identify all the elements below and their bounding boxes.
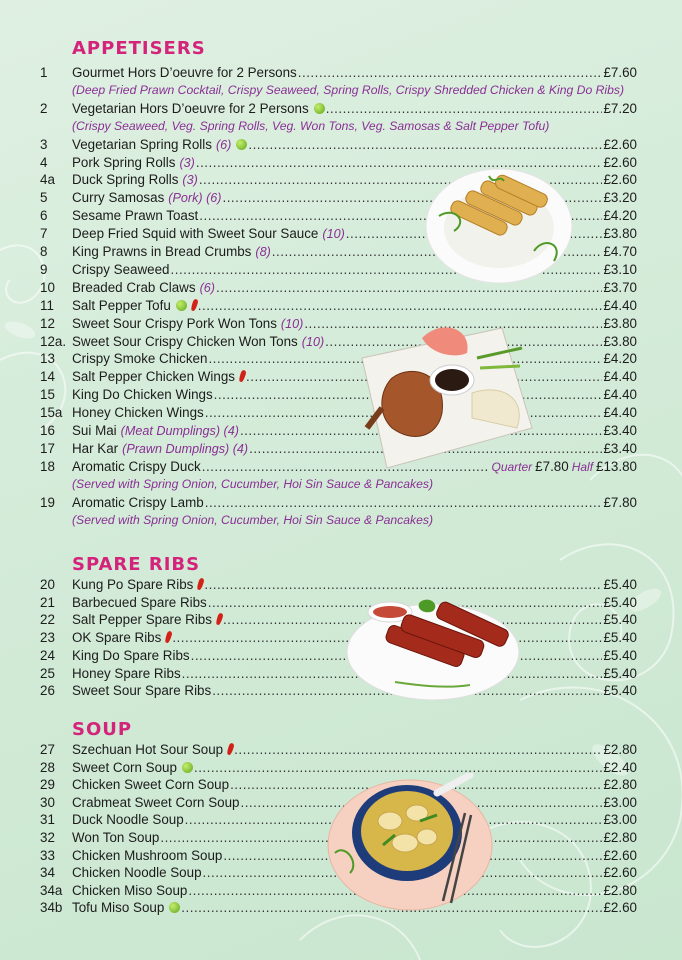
price-label-half: Half — [571, 459, 594, 474]
section-title-spare-ribs: SPARE RIBS — [72, 554, 201, 575]
item-price: £2.80 — [603, 777, 637, 793]
item-quantity-note: (Prawn Dumplings) (4) — [122, 441, 249, 456]
item-number: 8 — [40, 244, 48, 259]
won-ton-soup-photo — [325, 773, 495, 913]
item-number: 33 — [40, 847, 55, 863]
item-price: £7.80 — [603, 494, 637, 510]
item-number: 31 — [40, 812, 55, 828]
menu-item-row[interactable] — [40, 100, 637, 117]
item-name: Sweet Corn Soup — [72, 759, 177, 775]
menu-item-row[interactable] — [40, 386, 637, 403]
item-number: 27 — [40, 742, 55, 757]
item-price: £2.40 — [603, 759, 637, 775]
item-number: 21 — [40, 594, 55, 610]
vegetarian-leaf-icon — [169, 902, 180, 913]
item-name: Sweet Sour Spare Ribs — [72, 683, 212, 699]
vegetarian-leaf-icon — [236, 139, 247, 150]
item-name: Barbecued Spare Ribs — [72, 594, 207, 610]
item-name: Sweet Sour Crispy Pork Won Tons — [72, 315, 277, 331]
item-price: £5.40 — [603, 630, 637, 646]
item-number: 19 — [40, 494, 55, 510]
item-name: Vegetarian Hors D’oeuvre for 2 Persons — [72, 100, 309, 116]
item-number: 16 — [40, 423, 55, 438]
item-number: 15 — [40, 387, 55, 403]
item-number: 34 — [40, 865, 55, 881]
item-name: Salt Pepper Chicken Wings — [72, 369, 235, 385]
item-number: 24 — [40, 647, 55, 663]
item-number: 29 — [40, 777, 55, 793]
item-number: 17 — [40, 440, 55, 456]
item-quantity-note: (6) — [199, 280, 215, 295]
item-quantity-note: (10) — [322, 227, 345, 242]
menu-item-row[interactable] — [40, 611, 637, 628]
item-name: Salt Pepper Spare Ribs — [72, 612, 212, 628]
item-price: £5.40 — [603, 665, 637, 681]
item-price: £4.40 — [603, 387, 637, 403]
item-number: 22 — [40, 612, 55, 628]
item-price: £2.60 — [603, 847, 637, 863]
item-number: 18 — [40, 458, 55, 474]
item-price: £3.80 — [603, 333, 637, 349]
item-quantity-note: (10) — [301, 334, 325, 349]
item-number: 1 — [40, 65, 48, 80]
menu-item-row[interactable] — [40, 315, 637, 332]
item-name: Duck Spring Rolls — [72, 172, 179, 188]
item-name: Crabmeat Sweet Corn Soup — [72, 794, 240, 810]
item-quantity-note: (Pork) (6) — [168, 191, 222, 206]
item-quantity-note: (Meat Dumplings) (4) — [120, 424, 239, 438]
item-number: 4a — [40, 172, 55, 188]
item-price: £4.20 — [603, 208, 637, 224]
item-description: (Served with Spring Onion, Cucumber, Hoi Sin Sauce & Pancakes) — [72, 476, 434, 491]
item-name: Honey Spare Ribs — [72, 665, 181, 681]
item-price: £4.20 — [603, 351, 637, 367]
item-name: Kung Po Spare Ribs — [72, 577, 194, 592]
item-price: £3.20 — [603, 190, 637, 206]
item-name: Chicken Noodle Soup — [72, 865, 202, 881]
item-name: Chicken Sweet Corn Soup — [72, 777, 230, 793]
item-number: 28 — [40, 759, 55, 775]
menu-item-row[interactable] — [40, 629, 637, 646]
item-number: 26 — [40, 683, 55, 699]
vegetarian-leaf-icon — [176, 300, 187, 311]
menu-item-row[interactable] — [40, 136, 637, 153]
section-title-appetisers: APPETISERS — [72, 38, 206, 59]
item-price: £2.60 — [603, 865, 637, 881]
menu-item-row[interactable] — [40, 494, 637, 511]
menu-item-row[interactable] — [40, 64, 637, 81]
item-number: 25 — [40, 665, 55, 681]
item-description: (Served with Spring Onion, Cucumber, Hoi Sin Sauce & Pancakes) — [72, 512, 434, 527]
item-name: Chicken Mushroom Soup — [72, 847, 223, 863]
item-price: £7.20 — [603, 100, 637, 116]
item-price-quarter: £7.80 — [535, 458, 569, 474]
item-number: 12 — [40, 315, 55, 331]
item-number: 6 — [40, 208, 48, 224]
item-name: Crispy Smoke Chicken — [72, 351, 208, 367]
item-price: £3.00 — [603, 794, 637, 810]
item-number: 5 — [40, 190, 48, 206]
item-name: Har Kar — [72, 440, 119, 456]
item-quantity-note: (10) — [280, 316, 304, 331]
item-price: £3.70 — [603, 279, 637, 295]
dot-leader — [234, 741, 602, 758]
item-quantity-note: (3) — [179, 155, 195, 170]
item-price: £4.40 — [603, 369, 637, 385]
item-price: £5.40 — [603, 647, 637, 663]
price-label-quarter: Quarter — [491, 459, 533, 474]
item-number: 23 — [40, 630, 55, 646]
vegetarian-leaf-icon — [314, 103, 325, 114]
dot-leader — [248, 136, 602, 153]
item-quantity-note: (3) — [182, 173, 198, 188]
item-name: OK Spare Ribs — [72, 630, 162, 646]
item-name: Crispy Seaweed — [72, 261, 170, 277]
item-name: Duck Noodle Soup — [72, 812, 184, 828]
item-description: (Crispy Seaweed, Veg. Spring Rolls, Veg. Won Tons, Veg. Samosas & Salt Pepper Tofu) — [72, 118, 550, 133]
dot-leader — [198, 297, 603, 314]
menu-item-row[interactable] — [40, 458, 637, 475]
item-price: £5.40 — [603, 577, 637, 592]
item-name: Sesame Prawn Toast — [72, 208, 199, 224]
item-number: 9 — [40, 261, 48, 277]
item-description: (Deep Fried Prawn Cocktail, Crispy Seaweed, Spring Rolls, Crispy Shredded Chicken & King Do Ribs) — [72, 82, 625, 97]
item-number: 3 — [40, 136, 48, 152]
item-name: Curry Samosas — [72, 190, 165, 206]
vegetarian-leaf-icon — [182, 762, 193, 773]
menu-item-row[interactable] — [40, 741, 637, 758]
item-name: Pork Spring Rolls — [72, 154, 176, 170]
menu-item-row[interactable] — [40, 647, 637, 664]
item-price: £2.80 — [603, 742, 637, 757]
item-name: Aromatic Crispy Lamb — [72, 494, 204, 510]
menu-item-row[interactable] — [40, 682, 637, 699]
item-name: Aromatic Crispy Duck — [72, 458, 201, 474]
item-name: Vegetarian Spring Rolls — [72, 136, 212, 152]
menu-item-row[interactable] — [40, 665, 637, 682]
item-price: £3.80 — [603, 315, 637, 331]
item-number: 12a. — [40, 333, 67, 349]
menu-item-row[interactable] — [40, 368, 637, 385]
item-price: £5.40 — [603, 683, 637, 699]
item-name: Salt Pepper Tofu — [72, 297, 171, 313]
item-number: 4 — [40, 154, 48, 170]
item-price: £4.70 — [603, 244, 637, 259]
item-name: Szechuan Hot Sour Soup — [72, 742, 224, 757]
menu-item-row[interactable] — [40, 594, 637, 611]
item-price: £13.80 — [596, 458, 637, 474]
item-price: £2.60 — [603, 172, 637, 188]
menu-item-row[interactable] — [40, 297, 637, 314]
item-price: £3.40 — [603, 423, 637, 438]
item-name: Breaded Crab Claws — [72, 279, 196, 295]
section-title-soup: SOUP — [72, 719, 133, 740]
item-name: Deep Fried Squid with Sweet Sour Sauce — [72, 226, 319, 242]
item-number: 30 — [40, 794, 55, 810]
item-number: 2 — [40, 100, 48, 116]
item-name: King Do Chicken Wings — [72, 387, 213, 403]
item-number: 34b — [40, 900, 63, 916]
item-name: Honey Chicken Wings — [72, 405, 204, 421]
item-number: 32 — [40, 830, 55, 845]
item-number: 20 — [40, 577, 55, 592]
item-price: £5.40 — [603, 594, 637, 610]
spring-rolls-photo — [424, 166, 574, 286]
menu-item-row[interactable] — [40, 350, 637, 367]
item-price: £3.00 — [603, 812, 637, 828]
item-price: £5.40 — [603, 612, 637, 628]
menu-item-row[interactable] — [40, 576, 637, 593]
item-price: £2.60 — [603, 136, 637, 152]
dot-leader — [205, 494, 603, 511]
menu-item-row[interactable] — [40, 333, 637, 350]
item-number: 15a — [40, 405, 63, 421]
item-name: King Prawns in Bread Crumbs — [72, 244, 252, 259]
item-name: King Do Spare Ribs — [72, 647, 190, 663]
item-price: £7.60 — [603, 65, 637, 80]
item-price: £2.80 — [603, 882, 637, 898]
item-quantity-note: (8) — [255, 245, 271, 259]
item-price: £2.60 — [603, 154, 637, 170]
item-number: 14 — [40, 369, 55, 385]
item-name: Gourmet Hors D’oeuvre for 2 Persons — [72, 65, 297, 80]
crispy-duck-photo — [352, 318, 537, 468]
item-name: Won Ton Soup — [72, 830, 160, 845]
item-number: 10 — [40, 279, 55, 295]
item-price: £4.40 — [603, 297, 637, 313]
item-name: Chicken Miso Soup — [72, 882, 188, 898]
item-price: £3.10 — [603, 261, 637, 277]
item-number: 11 — [40, 297, 54, 313]
item-price: £2.80 — [603, 830, 637, 845]
item-name: Sui Mai — [72, 423, 117, 438]
item-quantity-note: (6) — [215, 137, 232, 152]
dot-leader — [326, 100, 603, 117]
item-name: Tofu Miso Soup — [72, 900, 165, 916]
dot-leader — [298, 64, 603, 81]
item-number: 7 — [40, 226, 48, 242]
item-price: £3.40 — [603, 440, 637, 456]
menu-item-row[interactable] — [40, 404, 637, 421]
item-price: £2.60 — [603, 900, 637, 916]
item-number: 34a — [40, 882, 63, 898]
item-price: £4.40 — [603, 405, 637, 421]
item-price: £3.80 — [603, 226, 637, 242]
spare-ribs-photo — [345, 597, 520, 702]
item-name: Sweet Sour Crispy Chicken Won Tons — [72, 333, 298, 349]
menu-item-row[interactable] — [40, 440, 637, 457]
dot-leader — [204, 576, 602, 593]
menu-item-row[interactable] — [40, 422, 637, 439]
item-number: 13 — [40, 351, 55, 367]
